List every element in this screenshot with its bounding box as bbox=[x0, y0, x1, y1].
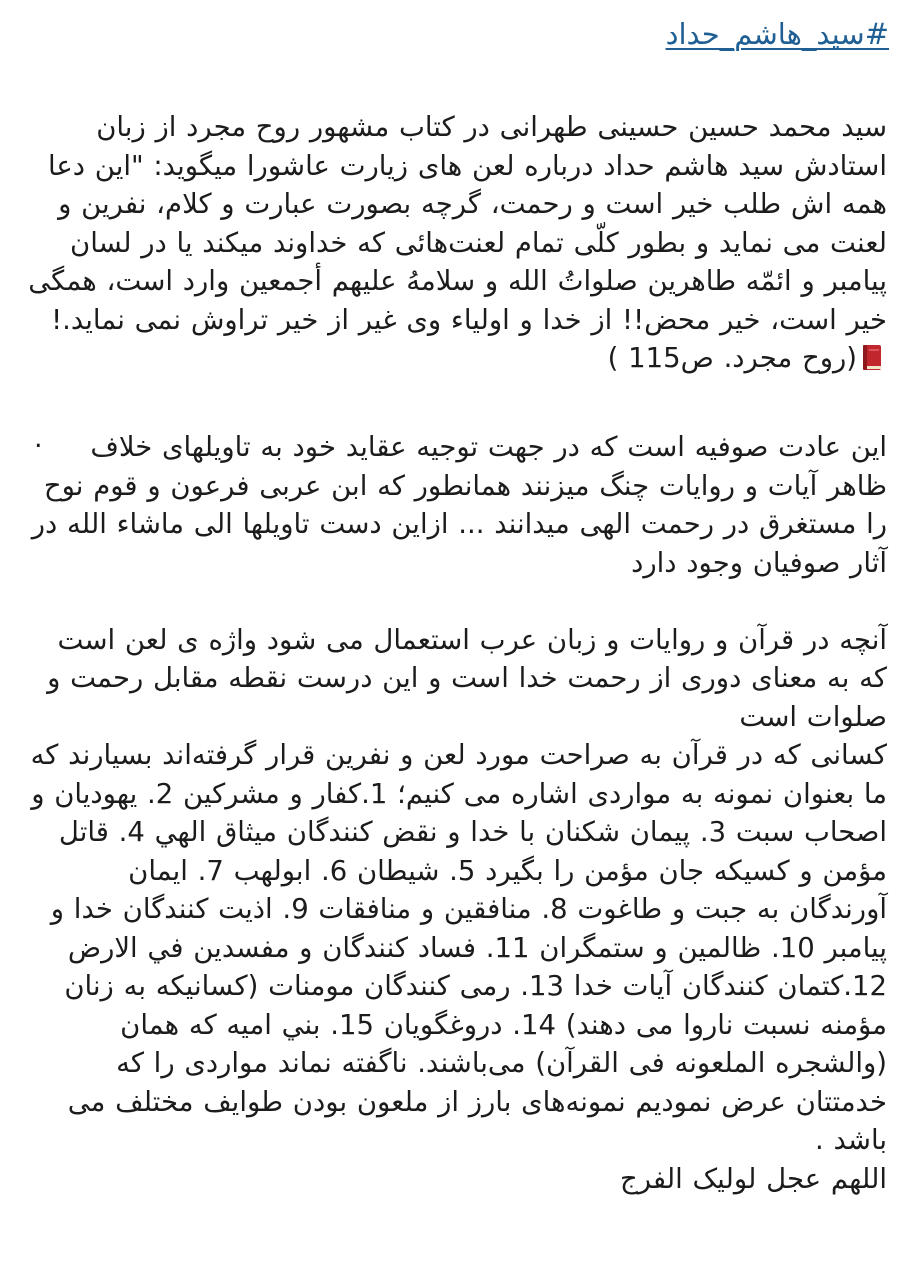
closed-book-icon bbox=[861, 344, 883, 372]
hashtag-link[interactable]: #سید_هاشم_حداد bbox=[665, 17, 889, 51]
separator-dot: . bbox=[34, 423, 43, 454]
source-reference-line bbox=[27, 339, 887, 378]
paragraph-cursed-list: کسانی که در قرآن به صراحت مورد لعن و نفرین قرار گرفته‌اند بسیارند که ما بعنوان نمونه به مواردی اشاره می کنیم؛ 1.کفار و مشرکین 2. یهودیان و اصحاب سبت 3. پیمان شکنان با خدا و نقض کنندگان میثاق الهي 4. قاتل مؤمن و کسیکه جان مؤمن را بگیرد 5. شیطان 6. ابولهب 7. ایمان آورندگان به جبت و طاغوت 8. منافقین و منافقات 9. اذیت کنندگان خدا و پیامبر 10. ظالمین و ستمگران 11. فساد کنندگان و مفسدین في الارض 12.کتمان کنندگان آیات خدا 13. رمی کنندگان مومنات (کسانیکه به زنان مؤمنه نسبت ناروا می دهند) 14. دروغگویان 15. بني امیه که همان (والشجره الملعونه فی القرآن) می‌باشند. ناگفته نماند مواردی را که خدمتتان عرض نمودیم نمونه‌های بارز از ملعون بودن طوایف مختلف می باشد . bbox=[30, 739, 887, 1156]
closing-prayer: اللهم عجل لولیک الفرج bbox=[619, 1162, 887, 1195]
paragraph-meaning-of-laan: آنچه در قرآن و روایات و زبان عرب استعمال می شود واژه ی لعن است که به معنای دوری از رحمت خدا است و این درست نقطه مقابل رحمت و صلوات است bbox=[47, 623, 887, 733]
paragraph-quote: سید محمد حسین حسینی طهرانی در کتاب مشهور روح مجرد از زبان استادش سید هاشم حداد درباره لعن های زیارت عاشورا میگوید: "این دعا همه اش طلب خیر است و رحمت، گرچه بصورت عبارت و کلام، نفرین و لعنت می نماید و بطور کلّی تمام لعنت‌هائی که خداوند میکند یا در لسان پیامبر و ائمّه طاهرین صلواتُ الله و سلامهُ علیهم أجمعین وارد است، همگی خیر است، خیر محض!! از خدا و اولیاء وی غیر از خیر تراوش نمی نماید.! bbox=[28, 111, 887, 336]
message-body bbox=[27, 108, 887, 1198]
source-reference: (روح مجرد. ص115 ) bbox=[607, 342, 857, 374]
paragraph-sufi-interpretation: این عادت صوفیه است که در جهت توجیه عقاید خود به تاویلهای خلاف ظاهر آیات و روایات چنگ میزنند همانطور که ابن عربی فرعون و قوم نوح را مستغرق در رحمت الهی میدانند ... ازاین دست تاویلها الی ماشاء الله در آثار صوفیان وجود دارد bbox=[31, 431, 887, 579]
